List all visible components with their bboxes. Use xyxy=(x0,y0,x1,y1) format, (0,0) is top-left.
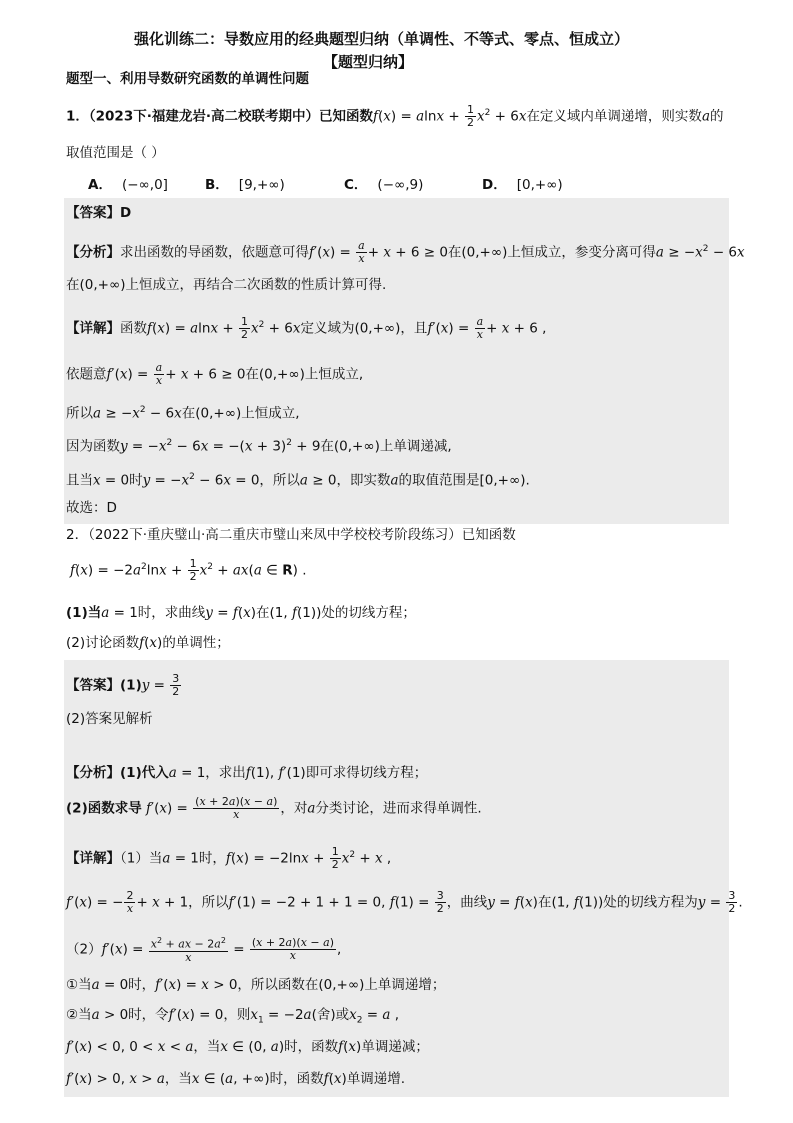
section-heading: 题型一、利用导数研究函数的单调性问题 xyxy=(66,71,309,87)
q2-analysis-2: (2)函数求导 f′(x) = $\frac{(x + 2a)(x - a)}{x}$ ，对a分类讨论，进而求得单调性. xyxy=(66,795,482,821)
q1-detail-line3: 所以$a \ge -x^2 - 6x$在(0,+∞)上恒成立, xyxy=(66,405,300,422)
question-2-source: 2．（2022下·重庆璧山·高二重庆市璧山来凤中学校校考阶段练习）已知函数 xyxy=(66,527,516,543)
q2-case-4: f′(x) > 0, x > a，当x ∈ (a, +∞)时，函数f(x)单调递增. xyxy=(66,1071,406,1087)
q1-answer: 【答案】D xyxy=(66,205,132,221)
question-1-condition: 在定义域内单调递增，则实数 xyxy=(526,108,702,125)
q2-analysis-1: 【分析】(1)代入a = 1，求出f(1), f′(1)即可求得切线方程； xyxy=(66,765,428,781)
solution-box-q2 xyxy=(64,660,729,1097)
formula: f xyxy=(372,108,378,125)
q2-detail-1: 【详解】（1）当a = 1时，f(x) = −2lnx + $\frac{1}{2}$ $x^2 + x$ , xyxy=(66,845,392,871)
page-title: 强化训练二：导数应用的经典题型归纳（单调性、不等式、零点、恒成立） xyxy=(134,30,630,48)
question-1-line1: 1．（2023下·福建龙岩·高二校联考期中）已知函数f(x) = alnx + $\frac{1}{2}$ $x^2 + 6x$在定义域内单调递增，则实数a的 xyxy=(66,103,724,129)
q2-case-3: f′(x) < 0, 0 < x < a，当x ∈ (0, a)时，函数f(x)单调递减； xyxy=(66,1039,429,1055)
q2-answer-1: 【答案】(1)y = $\frac{3}{2}$ xyxy=(66,672,180,698)
question-2-part1: (1)当a = 1时，求曲线y = f(x)在(1, f(1))处的切线方程； xyxy=(66,605,416,621)
question-2-formula: $f(x) = -2a^2\ln x$ + $\frac{1}{2}$ $x^2 + ax(a$ ∈ R) . xyxy=(70,557,307,583)
page-subtitle: 【题型归纳】 xyxy=(323,53,414,71)
option-b[interactable]: B． [9,+∞) xyxy=(205,177,285,193)
question-1-source: 1．（2023下·福建龙岩·高二校联考期中）已知函数 xyxy=(66,108,373,125)
question-2-part2: (2)讨论函数f(x)的单调性； xyxy=(66,635,230,651)
q1-detail-line1: 【详解】函数f(x) = alnx + $\frac{1}{2}$ $x^2 + 6x$定义域为(0,+∞)，且f′(x) = $\frac{a}{x}$ + x + 6 , xyxy=(66,315,547,341)
q2-case-1: ①当a = 0时，f′(x) = x > 0，所以函数在(0,+∞)上单调递增； xyxy=(66,977,446,993)
q1-detail-line2: 依题意f′(x) = $\frac{a}{x}$ + x + 6 ≥ 0在(0,+∞)上恒成立, xyxy=(66,361,364,387)
q1-choose: 故选：D xyxy=(66,500,117,516)
option-d[interactable]: D． [0,+∞) xyxy=(482,177,563,193)
question-1-tail: 的 xyxy=(710,108,724,125)
fraction: $\frac{1}{2}$ xyxy=(466,103,474,129)
question-1-line2: 取值范围是（ ） xyxy=(66,145,165,161)
q2-answer-2: (2)答案见解析 xyxy=(66,711,153,727)
option-c[interactable]: C． (−∞,9) xyxy=(344,177,424,193)
q1-analysis-line2: 在(0,+∞)上恒成立，再结合二次函数的性质计算可得. xyxy=(66,277,387,293)
q1-detail-line4: 因为函数$y = -x^2 - 6x = -(x + 3)^2 + 9$在(0,+∞)上单调递减, xyxy=(66,438,452,455)
q1-analysis-line1: 【分析】求出函数的导函数，依题意可得f′(x) = $\frac{a}{x}$ + x + 6 ≥ 0在(0,+∞)上恒成立，参变分离可得$a \ge -x^2 - 6x$ xyxy=(66,239,745,265)
q2-case-2: ②当a > 0时，令f′(x) = 0，则$x_1 = -2a$(舍)或$x_2 = a$ , xyxy=(66,1007,400,1026)
option-a[interactable]: A． (−∞,0] xyxy=(88,177,168,193)
q1-detail-line5: 且当x = 0时$y = -x^2 - 6x = 0$，所以a ≥ 0，即实数a的取值范围是[0,+∞). xyxy=(66,472,530,489)
q2-detail-3: （2）f′(x) = $\frac{x^2 + ax - 2a^2}{x}$ = $\frac{(x + 2a)(x - a)}{x}$ , xyxy=(66,935,342,964)
q2-detail-2: f′(x) = − $\frac{2}{x}$ + x + 1，所以f′(1) = −2 + 1 + 1 = 0, f(1) = $\frac{3}{2}$ ，曲线y = f(x)在(1, f(1))处的切线方程为y = $\frac{3}{2}$ . xyxy=(66,889,743,915)
